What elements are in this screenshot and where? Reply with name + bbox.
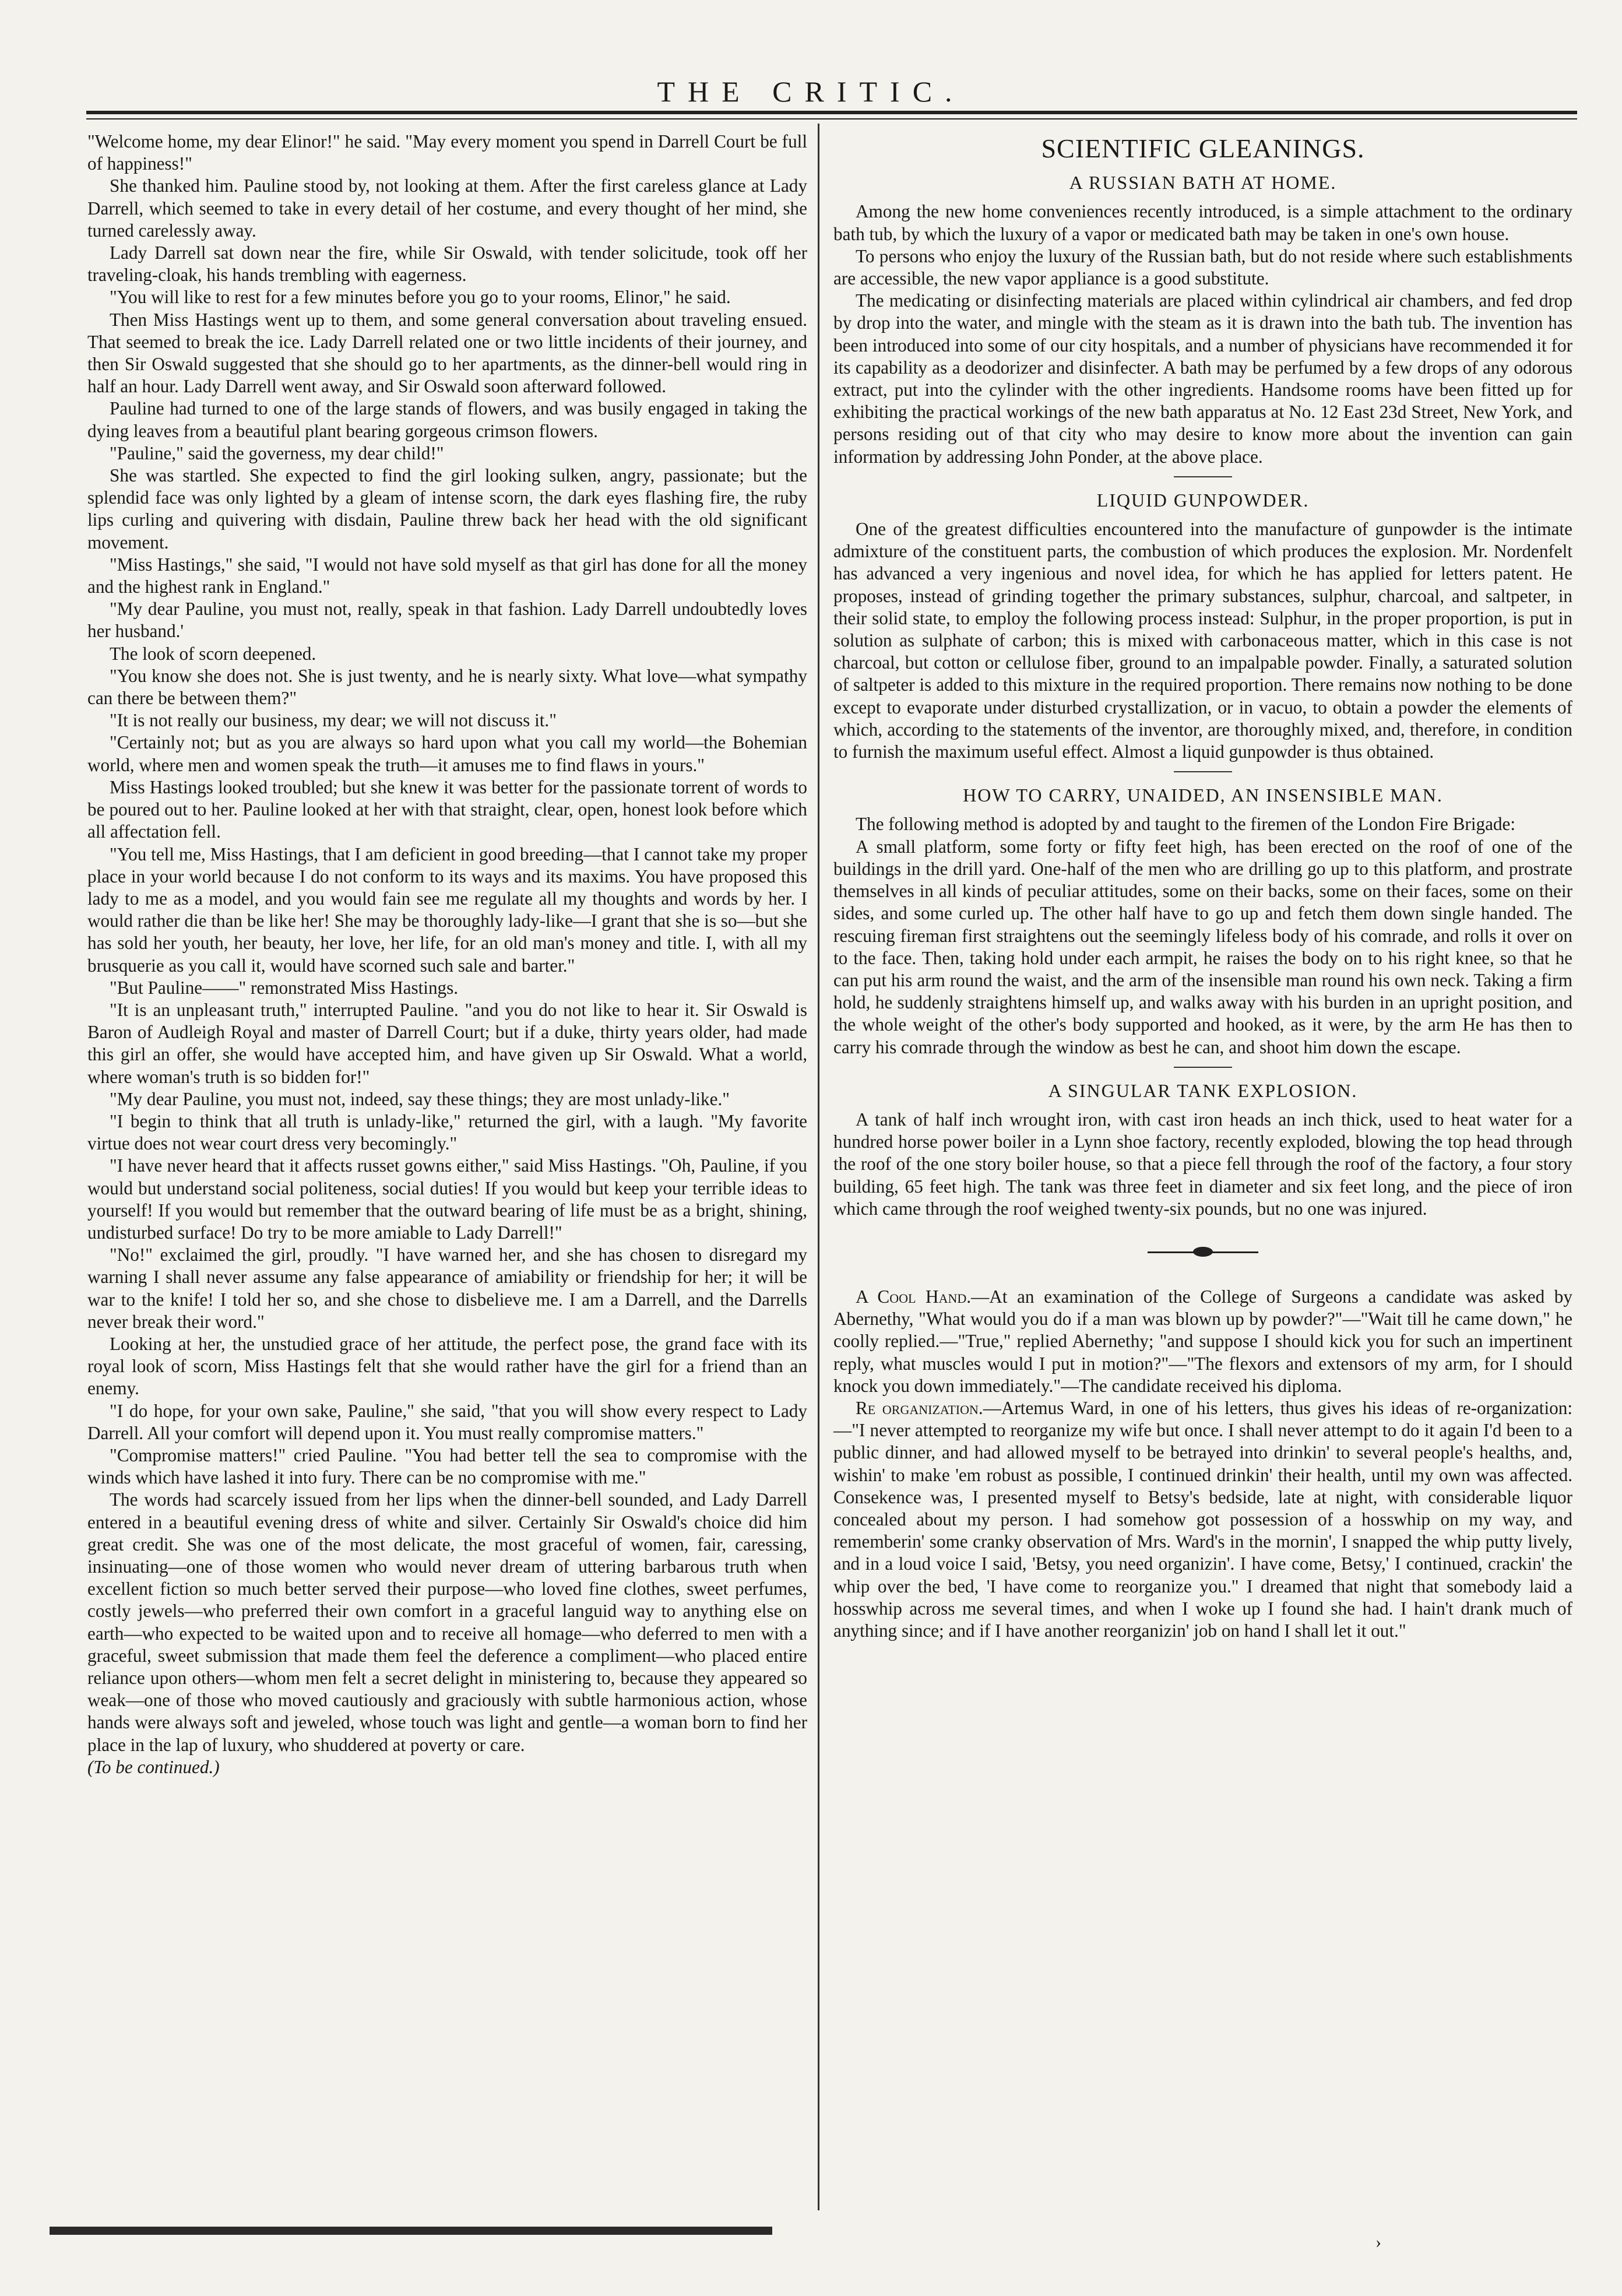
masthead: THE CRITIC.: [657, 75, 965, 108]
story-paragraph: "I begin to think that all truth is unlady-like," returned the girl, with a laugh. "My favorite virtue does not wear court dress very becomingly.": [87, 1110, 807, 1154]
story-paragraph: "Certainly not; but as you are always so hard upon what you call my world—the Bohemian world, where men and women speak the truth—it amuses me to find flaws in yours.": [87, 732, 807, 775]
article-separator: [1174, 1067, 1232, 1068]
story-paragraph: "It is not really our business, my dear; we will not discuss it.": [110, 710, 557, 731]
story-paragraph: "No!" exclaimed the girl, proudly. "I have warned her, and she has chosen to disregard my warning I shall never assume any false appearance of amiability or friendship for her; it will be war to the knife! I told her so, and she chose to disbelieve me. I am a Darrell, and the Darrells never break their word.": [87, 1244, 807, 1332]
left-column: [87, 131, 807, 1778]
ornament-divider: [1148, 1251, 1258, 1253]
right-column: [833, 131, 1572, 1642]
masthead-rule-thin: [86, 118, 1577, 119]
footer-rule: [50, 2227, 772, 2235]
story-paragraph: "But Pauline——" remonstrated Miss Hastings.: [110, 977, 459, 998]
misc-lead: A Cool Hand.: [856, 1286, 972, 1307]
story-paragraph: Lady Darrell sat down near the fire, while Sir Oswald, with tender solicitude, took off her traveling-cloak, his hands trembling with eagerness.: [87, 242, 807, 286]
story-paragraph: She was startled. She expected to find the girl looking sulken, angry, passionate; but the splendid face was only lighted by a gleam of intense scorn, the dark eyes flashing fire, the ruby lips curling and quivering with disdain, Pauline threw back her head with the old significant movement.: [87, 465, 807, 553]
story-paragraph: Then Miss Hastings went up to them, and some general conversation about traveling ensued. That seemed to break the ice. Lady Darrell related one or two little incidents of their journey, and then Sir Oswald suggested that she should go to her apartments, as the dinner-bell would ring in half an hour. Lady Darrell went away, and Sir Oswald soon afterward followed.: [87, 309, 807, 397]
article-paragraph: The medicating or disinfecting materials are placed within cylindrical air chambers, and fed drop by drop into the water, and mingle with the steam as it is drawn into the bath tub. The invention has been introduced into some of our city hospitals, and a number of physicians have recommended it for its capability as a deodorizer and disinfecter. A bath may be perfumed by a few drops of any odorous extract, put into the cylinder with the other ingredients. Handsome rooms have been fitted up for exhibiting the practical workings of the new bath apparatus at No. 12 East 23d Street, New York, and persons residing out of that city who may desire to know more about the invention can gain information by addressing John Ponder, at the above place.: [833, 290, 1572, 467]
article-paragraph: To persons who enjoy the luxury of the Russian bath, but do not reside where such establishments are accessible, the new vapor appliance is a good substitute.: [833, 245, 1572, 289]
story-paragraph: The look of scorn deepened.: [110, 643, 316, 664]
article-paragraph: The following method is adopted by and taught to the firemen of the London Fire Brigade:: [856, 814, 1516, 835]
misc-text: —Artemus Ward, in one of his letters, thus gives his ideas of re-organization:—"I never attempted to reorganize my wife but once. I shall never attempt to do it again I'd been to a public dinner, and had allowed myself to be betrayed into drinkin' to several people's healths, and, wishin' to make 'em robust as possible, I continued drinkin' their health, until my own was affected. Consekence was, I presented myself to Betsy's bedside, late at night, with considerable liquor concealed about my person. I had somehow got possession of a hosswhip on my way, and rememberin' some cranky observation of Mrs. Ward's in the mornin', I snapped the whip putty lively, and in a loud voice I said, 'Betsy, you need organizin'. I have come, Betsy,' I continued, crackin' the whip over the bed, 'I have come to reorganize you." I dreamed that night that somebody laid a hosswhip across me several times, and when I woke up I found she had. I hain't drank much of anything since; and if I have another reorganizin' job on hand I shall let it out.": [833, 1397, 1572, 1641]
story-paragraph: "Compromise matters!" cried Pauline. "You had better tell the sea to compromise with the winds which have lashed it into fury. There can be no compromise with me.": [87, 1444, 807, 1488]
story-paragraph: "It is an unpleasant truth," interrupted Pauline. "and you do not like to hear it. Sir Oswald is Baron of Audleigh Royal and master of Darrell Court; but if a duke, thirty years older, had made this girl an offer, she would have accepted him, and have given up Sir Oswald. What a world, where woman's truth is so bidden for!": [87, 999, 807, 1087]
story-paragraph: "I have never heard that it affects russet gowns either," said Miss Hastings. "Oh, Pauline, if you would but understand social politeness, social duties! If you would but keep your terrible ideas to yourself! If you would but remember that the outward bearing of life must be as a bright, shining, undisturbed surface! Do try to be more amiable to Lady Darrell!": [87, 1155, 807, 1243]
masthead-rule-thick: [86, 111, 1577, 114]
article-heading: A SINGULAR TANK EXPLOSION.: [1048, 1080, 1358, 1101]
story-paragraph: "Miss Hastings," she said, "I would not have sold myself as that girl has done for all the money and the highest rank in England.": [87, 554, 807, 597]
story-paragraph: Pauline had turned to one of the large stands of flowers, and was busily engaged in taking the dying leaves from a beautiful plant bearing gorgeous crimson flowers.: [87, 398, 807, 441]
misc-item: [833, 1286, 1572, 1397]
to-be-continued: (To be continued.): [87, 1756, 220, 1777]
article-paragraph: One of the greatest difficulties encountered into the manufacture of gunpowder is the intimate admixture of the constituent parts, the combustion of which produces the explosion. Mr. Nordenfelt has advanced a very ingenious and novel idea, for which he has applied for letters patent. He proposes, instead of grinding together the primary substances, sulphur, charcoal, and saltpeter, in their solid state, to employ the following process instead: Sulphur, in the proper proportion, is put in solution as sulphate of carbon; this is mixed with carbonaceous matter, which in this case is not charcoal, but cotton or cellulose fiber, ground to an impalpable powder. Finally, a saturated solution of saltpeter is added to this mixture in the required proportion. There remains now nothing to be done except to evaporate under disturbed crystallization, or in vacuo, to obtain a powder the elements of which, according to the statements of the inventor, are thoroughly mixed, and, therefore, in condition to furnish the maximum useful effect. Almost a liquid gunpowder is thus obtained.: [833, 519, 1572, 762]
section-title: SCIENTIFIC GLEANINGS.: [1041, 133, 1365, 163]
article-heading: LIQUID GUNPOWDER.: [1096, 489, 1310, 511]
story-paragraph: "I do hope, for your own sake, Pauline," she said, "that you will show every respect to Lady Darrell. All your comfort will depend upon it. You must really compromise matters.": [87, 1400, 807, 1443]
column-divider: [818, 124, 819, 2210]
story-paragraph: "You know she does not. She is just twenty, and he is nearly sixty. What love—what sympathy can there be between them?": [87, 665, 807, 709]
misc-lead: Re organization.: [856, 1397, 983, 1418]
story-paragraph: The words had scarcely issued from her lips when the dinner-bell sounded, and Lady Darrell entered in a beautiful evening dress of white and silver. Certainly Sir Oswald's choice did him great credit. She was one of the most delicate, the most graceful of women, fair, caressing, insinuating—one of those women who would never dream of uttering barbarous truth when excellent fiction so much better served their purpose—who loved fine clothes, sweet perfumes, costly jewels—who preferred their own comfort in a graceful languid way to anything else on earth—who expected to be waited upon and to receive all homage—who deferred to men with a graceful, sweet submission that made them feel the deference a compliment—who placed entire reliance upon others—whom men felt a secret delight in ministering to, because they appeared so weak—one of those who moved cautiously and graciously with subtle harmonious action, whose hands were always soft and jeweled, whose touch was light and gentle—a woman born to find her place in the lap of luxury, who shuddered at poverty or care.: [87, 1489, 807, 1755]
story-paragraph: "My dear Pauline, you must not, indeed, say these things; they are most unlady-like.": [110, 1088, 730, 1109]
article-paragraph: Among the new home conveniences recently introduced, is a simple attachment to the ordinary bath tub, by which the luxury of a vapor or medicated bath may be taken in one's own house.: [833, 201, 1572, 244]
article-separator: [1174, 771, 1232, 772]
story-paragraph: "My dear Pauline, you must not, really, speak in that fashion. Lady Darrell undoubtedly loves her husband.': [87, 599, 807, 642]
misc-text: —At an examination of the College of Surgeons a candidate was asked by Abernethy, "What would you do if a man was blown up by powder?"—"Wait till he came down," he coolly replied.—"True," replied Abernethy; "and suppose I should kick you for such an impertinent reply, what muscles would I put in motion?"—"The flexors and extensors of my arm, for I should knock you down immediately."—The candidate received his diploma.: [833, 1286, 1572, 1396]
article-separator: [1174, 476, 1232, 477]
article-paragraph: A small platform, some forty or fifty feet high, has been erected on the roof of one of the buildings in the drill yard. One-half of the men who are drilling go up to this platform, and prostrate themselves in all kinds of peculiar attitudes, some on their backs, some on their faces, some on their sides, and some curled up. The other half have to go up and fetch them down single handed. The rescuing fireman first straightens out the seemingly lifeless body of his comrade, and rolls it over on to the face. Then, taking hold under each armpit, he raises the body on to his right knee, so that he can put his arm round the waist, and the arm of the insensible man round his own neck. Taking a firm hold, he suddenly straightens himself up, and walks away with his burden in an upright position, and the whole weight of the other's body supported and hooked, as it were, by the arm He has then to carry his comrade through the window as best he can, and shoot him down the escape.: [833, 836, 1572, 1057]
story-paragraph: "Welcome home, my dear Elinor!" he said. "May every moment you spend in Darrell Court be full of happiness!": [87, 131, 807, 174]
story-paragraph: "You will like to rest for a few minutes before you go to your rooms, Elinor," he said.: [110, 287, 731, 308]
story-paragraph: "You tell me, Miss Hastings, that I am deficient in good breeding—that I cannot take my proper place in your world because I do not conform to its ways and its maxims. You have proposed this lady to me as a model, and you would fain see me regulate all my thoughts and words by her. I would rather die than be like her! She may be thoroughly lady-like—I grant that she is so—but she has sold her youth, her beauty, her love, her life, for an old man's money and title. I, with all my brusquerie as you call it, would have scorned such sale and barter.": [87, 843, 807, 976]
misc-item: [833, 1397, 1572, 1642]
story-paragraph: Looking at her, the unstudied grace of her attitude, the perfect pose, the grand face with its royal look of scorn, Miss Hastings felt that she would rather have the girl for a friend than an enemy.: [87, 1333, 807, 1399]
story-paragraph: Miss Hastings looked troubled; but she knew it was better for the passionate torrent of words to be poured out to her. Pauline looked at her with that straight, clear, open, honest look before which all affectation fell.: [87, 776, 807, 842]
footer-mark: ›: [1375, 2232, 1381, 2252]
article-paragraph: A tank of half inch wrought iron, with cast iron heads an inch thick, used to heat water for a hundred horse power boiler in a Lynn shoe factory, recently exploded, blowing the top head through the roof of the one story boiler house, so that a piece fell through the roof of the factory, a four story building, 65 feet high. The tank was three feet in diameter and six feet long, and the piece of iron which came through the roof weighed twenty-six pounds, but no one was injured.: [833, 1109, 1572, 1219]
article-heading: A RUSSIAN BATH AT HOME.: [1069, 172, 1337, 194]
story-paragraph: "Pauline," said the governess, my dear child!": [110, 442, 444, 463]
story-paragraph: She thanked him. Pauline stood by, not looking at them. After the first careless glance at Lady Darrell, which seemed to take in every detail of her costume, and every thought of her mind, she turned carelessly away.: [87, 175, 807, 241]
article-heading: HOW TO CARRY, UNAIDED, AN INSENSIBLE MAN.: [963, 785, 1443, 806]
